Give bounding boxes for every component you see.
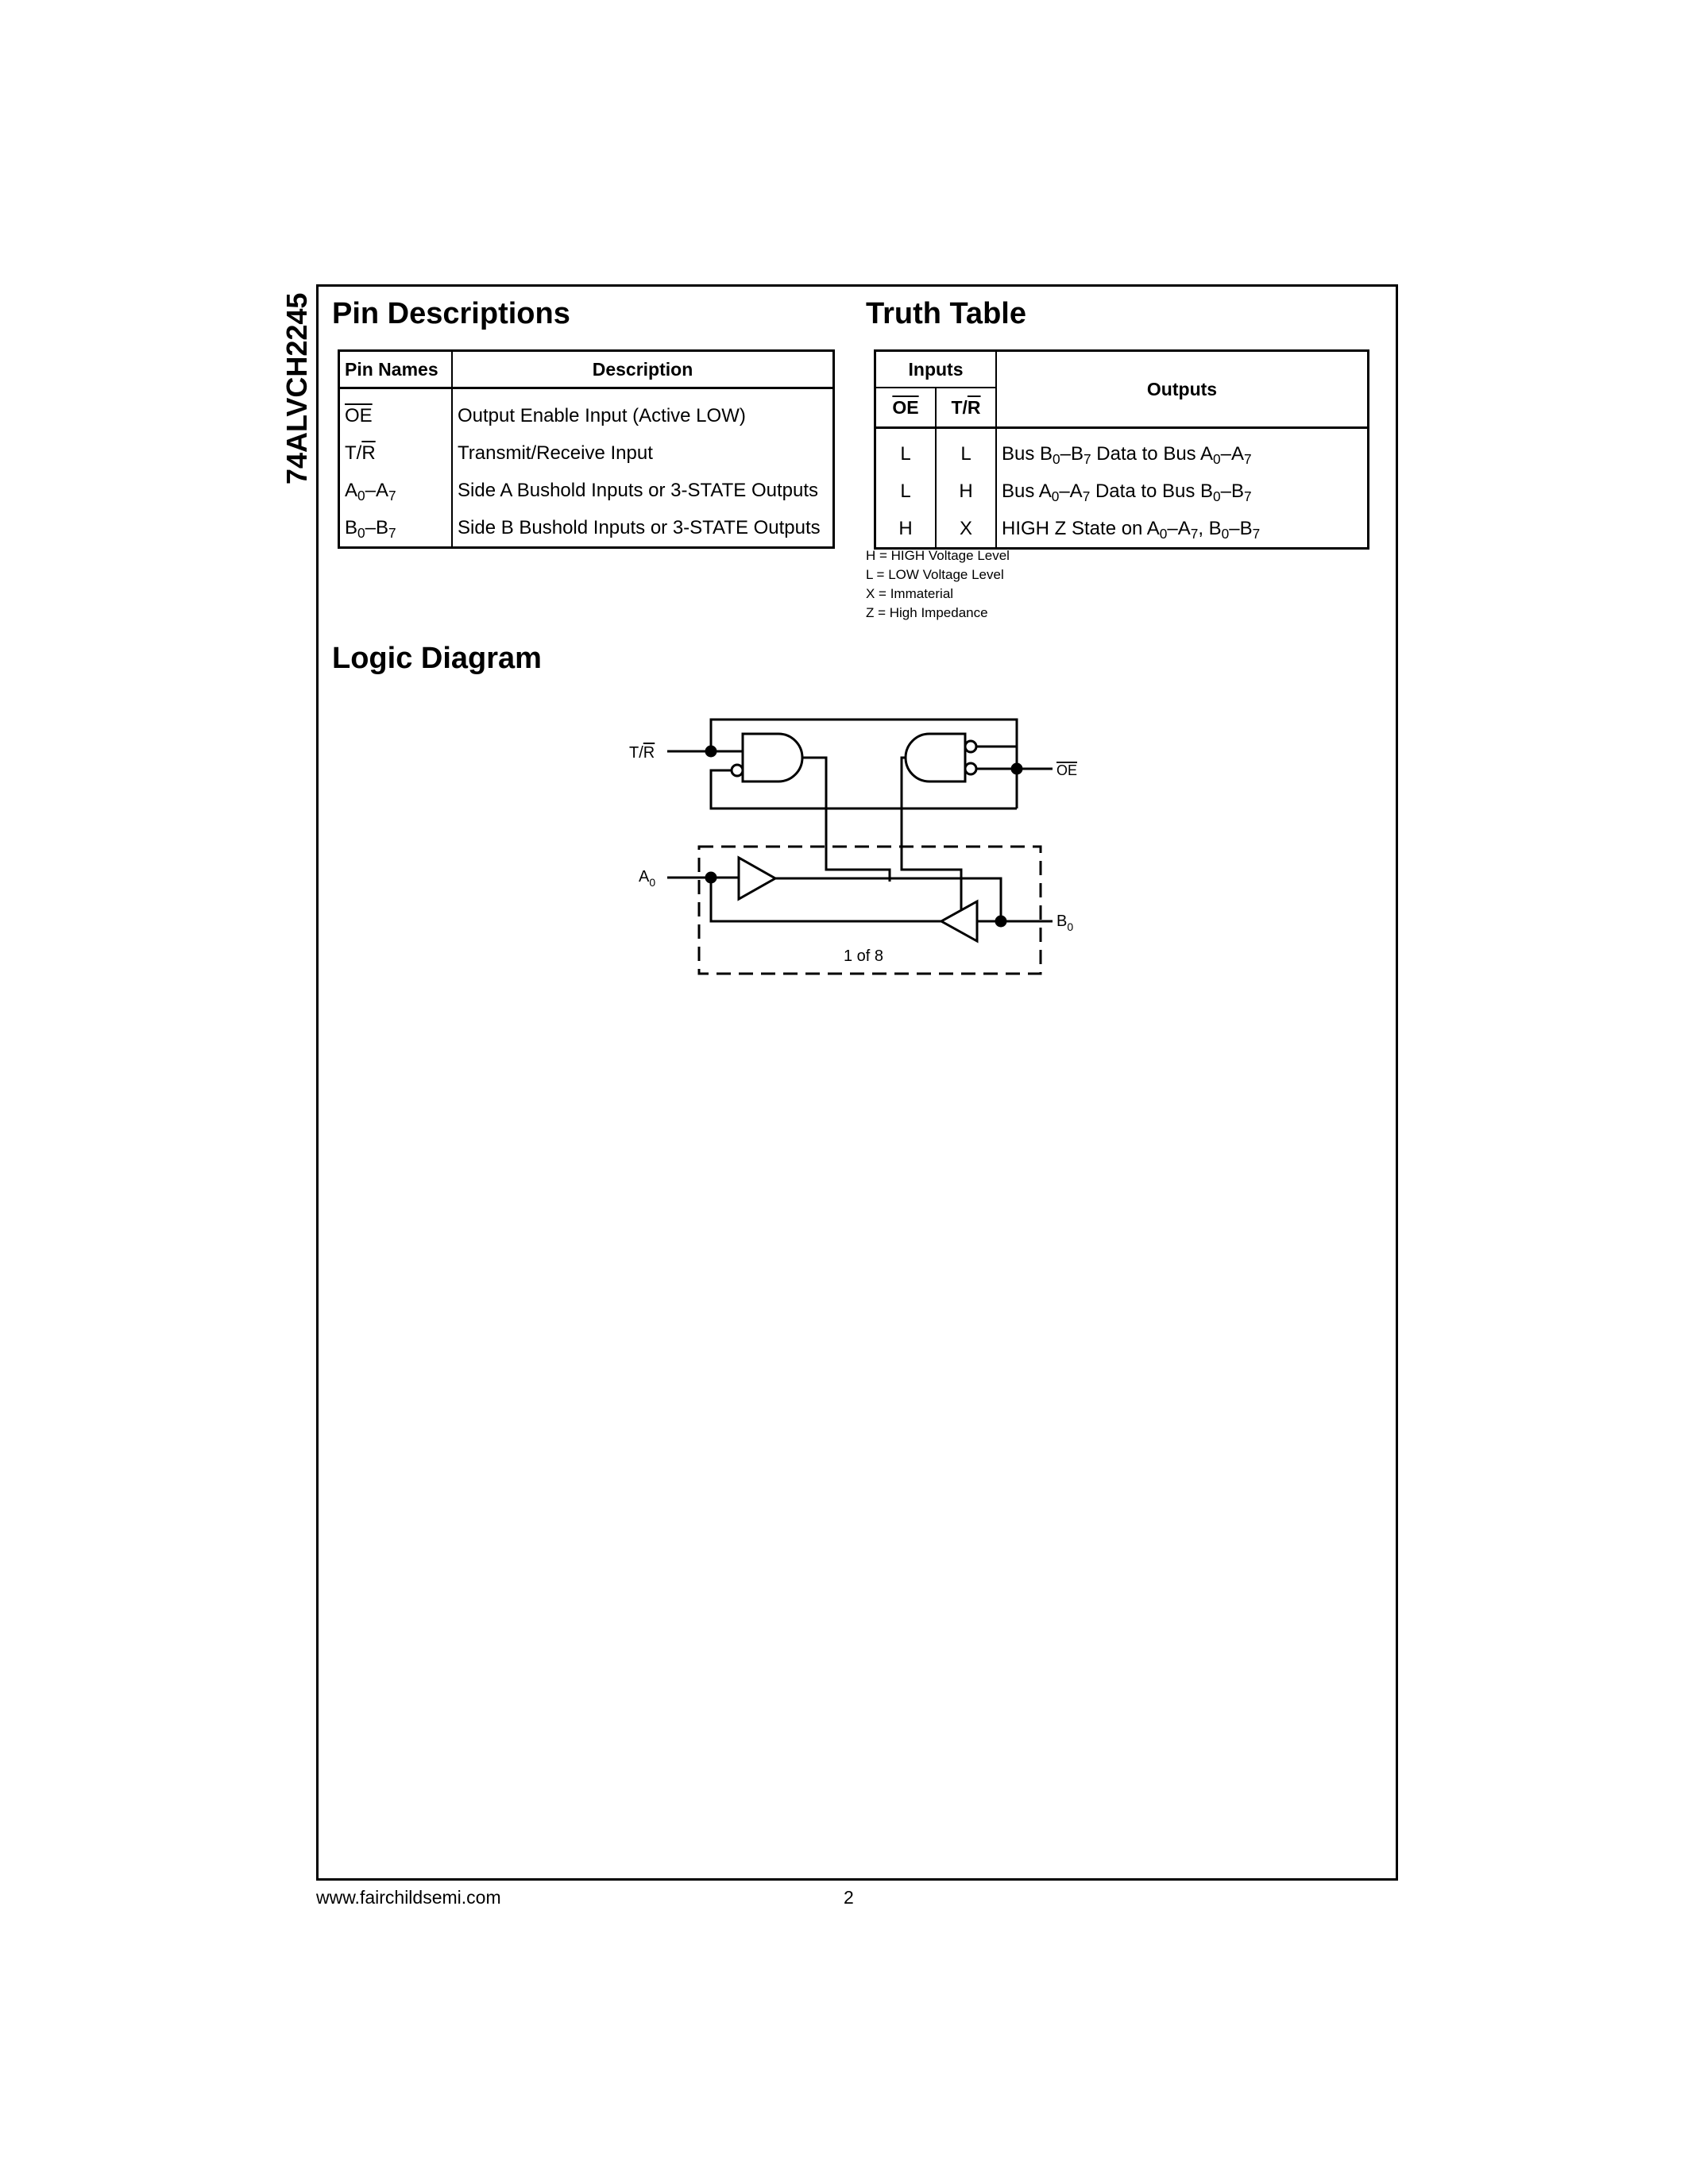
- output-value: Bus $B_0-B_7$ Data to Bus $A_0-A_7$: [1002, 442, 1252, 467]
- pin-name: $B_0-B_7$: [339, 509, 453, 548]
- left-gate-output-wire: [802, 758, 890, 882]
- page-number: 2: [844, 1887, 854, 1908]
- table-row: [339, 434, 834, 472]
- tr-value: H: [936, 473, 996, 510]
- legend-item: Z = High Impedance: [866, 605, 988, 620]
- tr-junction-dot: [706, 747, 716, 756]
- header-oe: $\overline{OE}$: [875, 388, 937, 428]
- left-feedback-wire: [711, 770, 1017, 808]
- footer-url: www.fairchildsemi.com: [316, 1887, 501, 1908]
- b-junction-dot: [996, 916, 1006, 926]
- truth-table: [874, 349, 1369, 550]
- pin-description: Output Enable Input (Active LOW): [458, 404, 746, 426]
- table-row: [875, 473, 1369, 510]
- table-row: [339, 509, 834, 548]
- table-header-row: [339, 351, 834, 388]
- a-buffer-output-wire: [775, 878, 1001, 921]
- header-inputs: Inputs: [875, 351, 997, 388]
- tr-value: X: [936, 510, 996, 549]
- header-description: Description: [452, 351, 834, 388]
- oe-label: OE: [1056, 762, 1078, 778]
- logic-diagram-heading: Logic Diagram: [332, 642, 542, 675]
- legend-item: X = Immaterial: [866, 586, 954, 601]
- table-row: [875, 428, 1369, 473]
- a0-label: $A_0$: [639, 868, 656, 889]
- a-to-b-buffer: [739, 858, 775, 899]
- tr-label: T/R: [629, 744, 655, 762]
- oe-value: L: [875, 473, 937, 510]
- right-and-gate: [906, 734, 965, 781]
- pin-description: Side B Bushold Inputs or 3-STATE Outputs: [458, 516, 821, 538]
- side-title: [270, 286, 318, 492]
- left-gate-bubble: [732, 765, 743, 776]
- right-gate-bubble-top: [965, 741, 976, 752]
- b0-label: $B_0$: [1056, 913, 1074, 933]
- truth-table-legend: [866, 546, 1010, 623]
- pin-descriptions-table: [338, 349, 835, 549]
- b-to-a-buffer: [941, 901, 977, 941]
- header-outputs: Outputs: [996, 351, 1369, 428]
- table-row: [875, 510, 1369, 549]
- oe-value: L: [875, 428, 937, 473]
- legend-item: H = HIGH Voltage Level: [866, 548, 1010, 563]
- count-label: 1 of 8: [844, 947, 884, 965]
- header-pin-names: Pin Names: [339, 351, 453, 388]
- b-buffer-output-wire: [711, 878, 941, 921]
- pin-description: Transmit/Receive Input: [458, 442, 653, 464]
- pin-name: $\overline{OE}$: [339, 388, 453, 435]
- pin-name: $A_0-A_7$: [339, 472, 453, 509]
- output-value: Bus $A_0-A_7$ Data to Bus $B_0-B_7$: [1002, 480, 1252, 504]
- table-row: [339, 388, 834, 435]
- pin-description: Side A Bushold Inputs or 3-STATE Outputs: [458, 479, 819, 501]
- table-row: [339, 472, 834, 509]
- header-tr: $T/\overline{R}$: [936, 388, 996, 428]
- pin-name: $T/\overline{R}$: [339, 434, 453, 472]
- logic-diagram: [620, 691, 1096, 977]
- left-and-gate: [743, 734, 802, 781]
- oe-value: H: [875, 510, 937, 549]
- output-value: HIGH Z State on $A_0-A_7$, $B_0-B_7$: [1002, 517, 1261, 542]
- legend-item: L = LOW Voltage Level: [866, 567, 1004, 582]
- right-gate-bubble-bottom: [965, 763, 976, 774]
- pin-descriptions-heading: Pin Descriptions: [332, 297, 570, 330]
- table-header-row: [875, 351, 1369, 388]
- truth-table-heading: Truth Table: [866, 297, 1026, 330]
- part-number: 74ALVCH2245: [280, 292, 313, 484]
- tr-value: L: [936, 428, 996, 473]
